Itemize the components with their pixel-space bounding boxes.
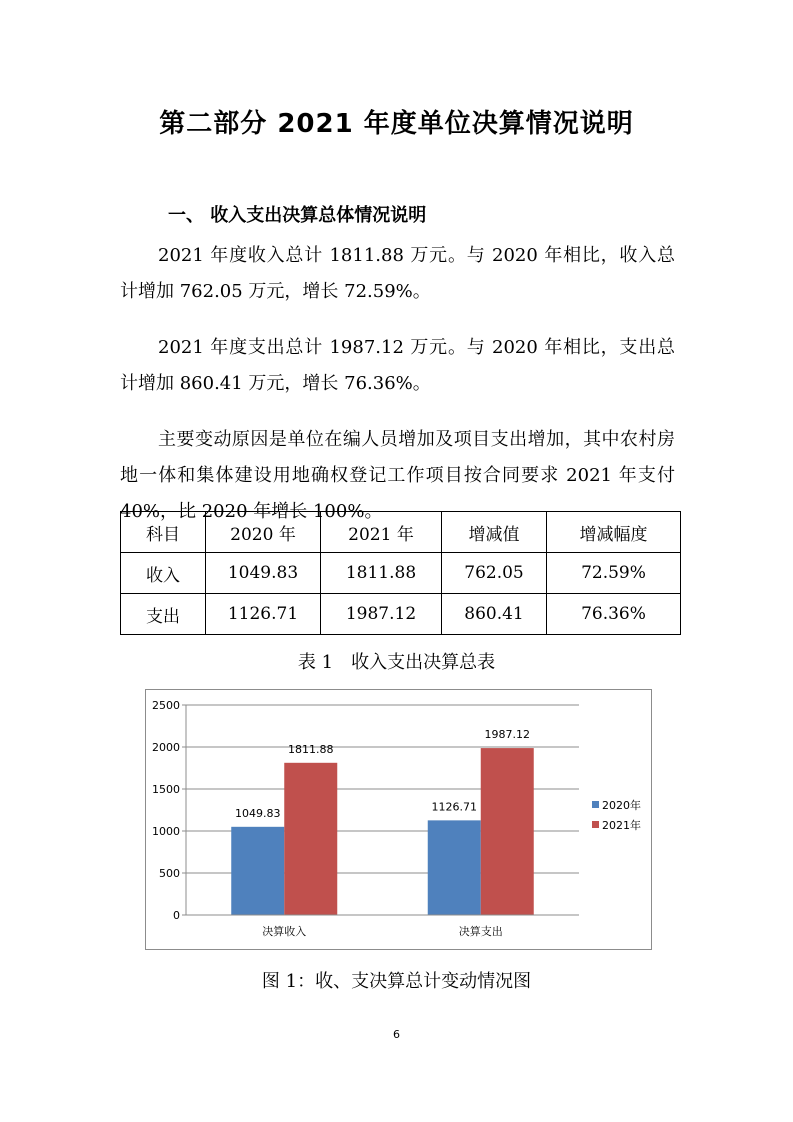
bar-2021: [481, 748, 534, 915]
x-tick-label: 决算收入: [262, 925, 307, 938]
legend-entry: 2021年: [602, 819, 641, 832]
x-tick-label: 决算支出: [458, 925, 503, 938]
table-cell: 1811.88: [321, 553, 442, 594]
y-tick-label: 2000: [152, 741, 180, 754]
figure-caption: 图 1：收、支决算总计变动情况图: [261, 971, 532, 992]
data-label: 1987.12: [484, 728, 530, 742]
table-cell: 1049.83: [206, 553, 321, 594]
summary-table: [120, 511, 681, 635]
legend-swatch: [592, 801, 599, 808]
table-header-cell: 科目: [121, 512, 206, 553]
table-cell: 支出: [121, 594, 206, 635]
bar-2021: [284, 763, 337, 915]
table-cell: 1987.12: [321, 594, 442, 635]
table-row: [121, 553, 681, 594]
table-row: [121, 594, 681, 635]
table-header-row: [121, 512, 681, 553]
y-tick-label: 2500: [152, 699, 180, 712]
table-header-cell: 2021 年: [321, 512, 442, 553]
table-header-cell: 增减值: [442, 512, 547, 553]
paragraph-income: 2021 年度收入总计 1811.88 万元。与 2020 年相比，收入总计增加 762.05 万元，增长 72.59%。: [120, 245, 675, 302]
bar-2020: [428, 820, 481, 915]
table-cell: 762.05: [442, 553, 547, 594]
y-tick-label: 1000: [152, 825, 180, 838]
data-label: 1049.83: [235, 806, 281, 820]
paragraph-expense: 2021 年度支出总计 1987.12 万元。与 2020 年相比，支出总计增加 860.41 万元，增长 76.36%。: [120, 337, 675, 394]
table-cell: 收入: [121, 553, 206, 594]
page-title: 第二部分 2021 年度单位决算情况说明: [159, 109, 634, 139]
legend-swatch: [592, 821, 599, 828]
paragraph-reason: 主要变动原因是单位在编人员增加及项目支出增加，其中农村房地一体和集体建设用地确权登记工作项目按合同要求 2021 年支付 40%，比 2020 年增长 100%。: [120, 429, 675, 522]
data-label: 1811.88: [288, 742, 334, 756]
bar-chart: [145, 689, 652, 950]
y-tick-label: 500: [159, 867, 180, 880]
table-header-cell: 增减幅度: [547, 512, 681, 553]
table-cell: 72.59%: [547, 553, 681, 594]
bar-chart-svg: [146, 690, 651, 949]
table-cell: 76.36%: [547, 594, 681, 635]
bar-2020: [231, 827, 284, 915]
table-cell: 1126.71: [206, 594, 321, 635]
y-tick-label: 0: [173, 909, 180, 922]
data-label: 1126.71: [431, 800, 477, 814]
section-heading: 一、 收入支出决算总体情况说明: [168, 205, 427, 226]
table-caption: 表 1 收入支出决算总表: [297, 652, 496, 673]
legend-entry: 2020年: [602, 799, 641, 812]
page-number: 6: [393, 1028, 400, 1041]
table-header-cell: 2020 年: [206, 512, 321, 553]
table-cell: 860.41: [442, 594, 547, 635]
y-tick-label: 1500: [152, 783, 180, 796]
